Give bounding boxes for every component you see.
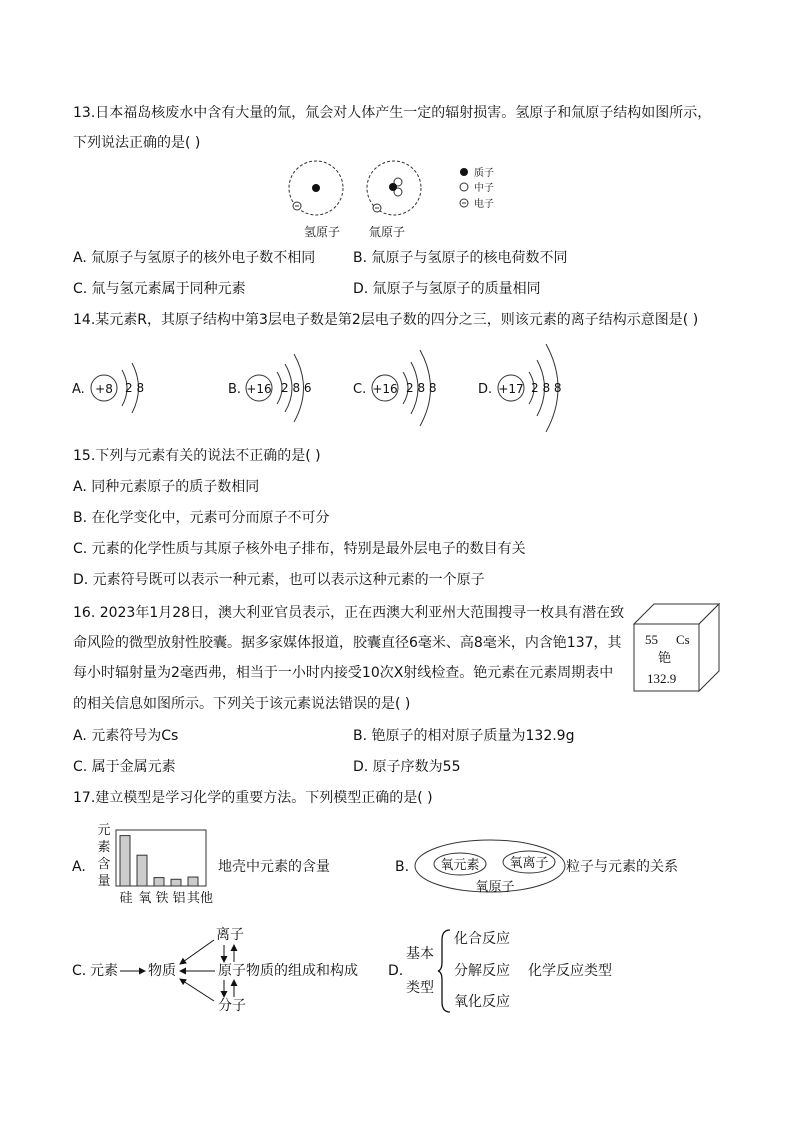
q15-stem: 15.下列与元素有关的说法不正确的是( ) — [73, 448, 321, 464]
d-reaction-2: 分解反应 — [454, 963, 510, 979]
q14-a-shells: 2 8 — [125, 381, 145, 395]
legend-neutron: 中子 — [474, 183, 494, 194]
q14-d-letter: D. — [478, 382, 493, 397]
legend-proton: 质子 — [474, 168, 494, 179]
chart-category-label: 铁 — [155, 891, 169, 906]
chart-category-label: 硅 — [119, 891, 133, 906]
q14-c-letter: C. — [353, 382, 367, 397]
chart-category-label: 铝 — [172, 891, 186, 906]
q16-line4: 的相关信息如图所示。下列关于该元素说法错误的是( ) — [73, 696, 411, 712]
d-reaction-3: 氧化反应 — [454, 994, 510, 1010]
d-basic2: 类型 — [406, 980, 434, 996]
q16-option-b: B. 铯原子的相对原子质量为132.9g — [353, 728, 575, 744]
q15-option-b: B. 在化学变化中，元素可分而原子不可分 — [73, 510, 330, 526]
chart-bar-铝 — [171, 879, 181, 886]
q17-d-letter: D. — [388, 963, 404, 979]
q17-b-letter: B. — [395, 859, 410, 875]
chart-ylabel-char: 素 — [97, 840, 111, 855]
b-outer: 氧原子 — [475, 880, 515, 895]
chart-category-label: 氧 — [138, 891, 152, 906]
legend-neutron-icon — [460, 183, 468, 191]
q17-a-caption: 地壳中元素的含量 — [218, 859, 330, 875]
chart-bar-硅 — [120, 836, 130, 886]
chart-ylabel-char: 元 — [97, 823, 111, 838]
d-basic1: 基本 — [406, 946, 434, 962]
q14-b-nucleus-label: +16 — [246, 382, 272, 396]
q14-b-shells: 2 8 6 — [281, 381, 312, 395]
q16-option-a: A. 元素符号为Cs — [73, 728, 179, 744]
chart-bar-氧 — [137, 855, 147, 886]
card-symbol: Cs — [676, 632, 690, 647]
cesium-element-card — [634, 604, 724, 694]
c-element: 元素 — [90, 963, 118, 979]
q14-d-shells: 2 8 8 — [531, 381, 562, 395]
q17-stem: 17.建立模型是学习化学的重要方法。下列模型正确的是( ) — [73, 790, 433, 806]
hydrogen-label: 氢原子 — [304, 225, 341, 239]
q13-option-b: B. 氚原子与氢原子的核电荷数不同 — [353, 250, 568, 266]
q14-d-nucleus-label: +17 — [498, 382, 524, 396]
chart-ylabel-char: 量 — [97, 874, 111, 889]
c-ion: 离子 — [216, 927, 244, 943]
q16-line2: 命风险的微型放射性胶囊。据多家媒体报道，胶囊直径6毫米、高8毫米，内含铯137，其 — [73, 635, 622, 651]
chart-bar-铁 — [154, 878, 164, 886]
q17-c-caption: 物质的组成和构成 — [246, 963, 358, 979]
b-inner1: 氧元素 — [440, 858, 480, 873]
c-substance: 物质 — [148, 963, 176, 979]
q15-option-d: D. 元素符号既可以表示一种元素，也可以表示这种元素的一个原子 — [73, 572, 485, 588]
tritium-label: 氚原子 — [369, 225, 406, 239]
q17-b-caption: 粒子与元素的关系 — [566, 859, 678, 875]
legend-proton-icon — [460, 168, 468, 176]
card-name: 铯 — [658, 651, 672, 666]
q13-stem-line1: 13.日本福岛核废水中含有大量的氚，氚会对人体产生一定的辐射损害。氢原子和氚原子结构如图所示， — [73, 105, 712, 121]
chart-bar-其他 — [188, 877, 198, 886]
d-reaction-1: 化合反应 — [454, 931, 510, 947]
q17-d-caption: 化学反应类型 — [528, 963, 612, 979]
q14-b-letter: B. — [228, 382, 242, 397]
q14-stem: 14.某元素R，其原子结构中第3层电子数是第2层电子数的四分之三，则该元素的离子结构示意图是( ) — [73, 312, 699, 328]
tritium-proton — [389, 183, 397, 191]
q16-line3: 每小时辐射量为2毫西弗，相当于一小时内接受10次X射线检查。铯元素在元素周期表中 — [73, 665, 614, 681]
q14-c-nucleus-label: +16 — [372, 382, 398, 396]
q14-a-nucleus-label: +8 — [95, 382, 113, 396]
legend-electron: 电子 — [474, 199, 494, 210]
card-atomic-number: 55 — [645, 632, 658, 647]
q16-line1: 16. 2023年1月28日，澳大利亚官员表示，正在西澳大利亚州大范围搜寻一枚具有潜在致 — [73, 605, 625, 621]
chart-category-label: 其他 — [186, 891, 214, 906]
c-atom: 原子 — [218, 963, 246, 979]
q13-atom-figure — [0, 0, 794, 250]
q16-option-c: C. 属于金属元素 — [73, 759, 176, 775]
q14-c-shells: 2 8 8 — [406, 381, 437, 395]
q13-stem-line2: 下列说法正确的是( ) — [73, 135, 201, 151]
q17-c-letter: C. — [72, 963, 87, 979]
c-molecule: 分子 — [218, 998, 246, 1014]
hydrogen-proton — [312, 184, 320, 192]
q15-option-c: C. 元素的化学性质与其原子核外电子排布，特别是最外层电子的数目有关 — [73, 541, 526, 557]
q13-option-d: D. 氚原子与氢原子的质量相同 — [353, 281, 541, 297]
b-inner2: 氧离子 — [509, 856, 549, 871]
q15-option-a: A. 同种元素原子的质子数相同 — [73, 479, 260, 495]
q17-a-letter: A. — [72, 859, 86, 875]
q14-a-letter: A. — [72, 382, 85, 397]
q13-option-c: C. 氚与氢元素属于同种元素 — [73, 281, 246, 297]
card-mass: 132.9 — [647, 671, 677, 686]
chart-ylabel-char: 含 — [97, 857, 111, 872]
q13-option-a: A. 氚原子与氢原子的核外电子数不相同 — [73, 250, 316, 266]
q14-ion-diagrams — [0, 330, 794, 440]
particle-element-model — [413, 838, 573, 898]
crust-element-chart — [90, 820, 220, 910]
q16-option-d: D. 原子序数为55 — [353, 759, 461, 775]
